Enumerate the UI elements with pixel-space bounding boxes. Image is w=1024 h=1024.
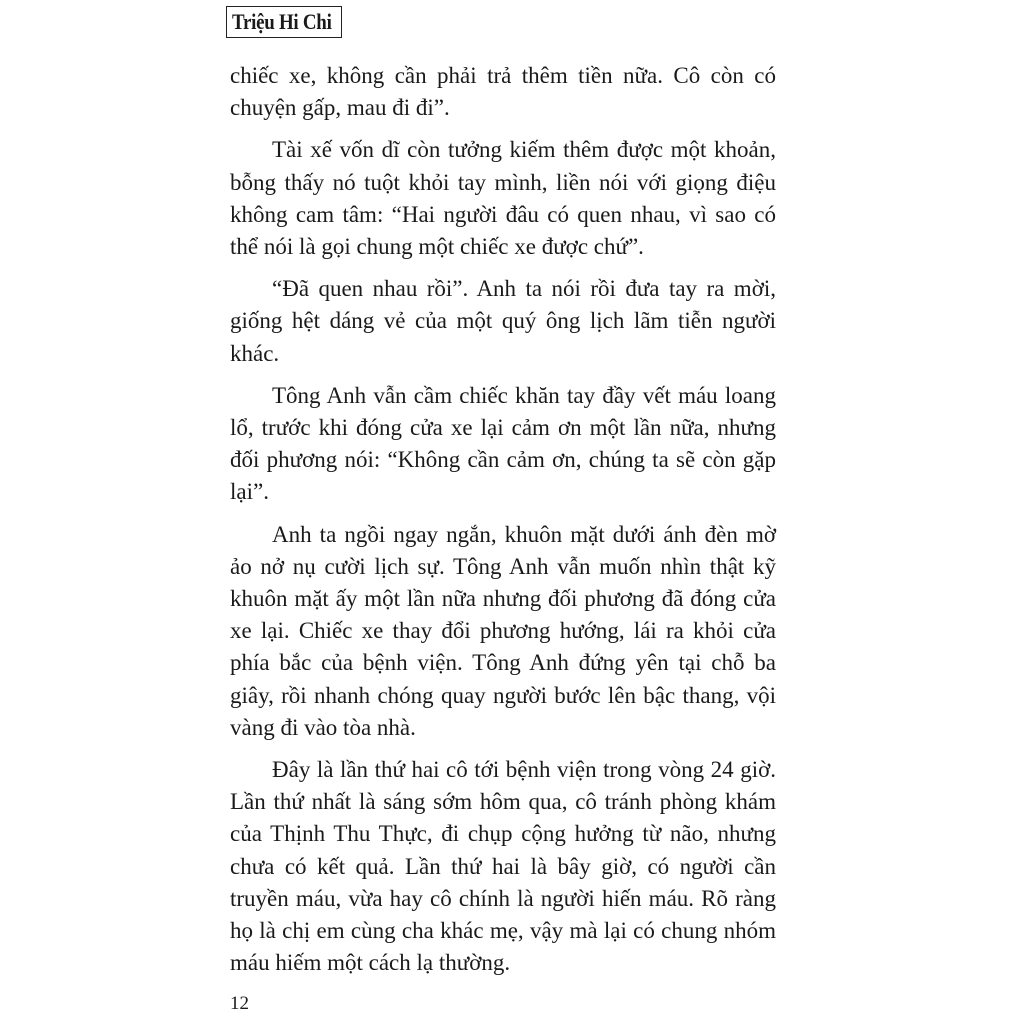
- paragraph: Tông Anh vẫn cầm chiếc khăn tay đầy vết máu loang lổ, trước khi đóng cửa xe lại cảm ơn một lần nữa, nhưng đối phương nói: “Không cần cảm ơn, chúng ta sẽ còn gặp lại”.: [230, 382, 776, 505]
- paragraph: Anh ta ngồi ngay ngắn, khuôn mặt dưới ánh đèn mờ ảo nở nụ cười lịch sự. Tông Anh vẫn muốn nhìn thật kỹ khuôn mặt ấy một lần nữa nhưng đối phương đã đóng cửa xe lại. Chiếc xe thay đổi phương hướng, lái ra khỏi cửa phía bắc của bệnh viện. Tông Anh đứng yên tại chỗ ba giây, rồi nhanh chóng quay người bước lên bậc thang, vội vàng đi vào tòa nhà.: [230, 521, 776, 740]
- paragraph: Đây là lần thứ hai cô tới bệnh viện trong vòng 24 giờ. Lần thứ nhất là sáng sớm hôm qua, cô tránh phòng khám của Thịnh Thu Thực, đi chụp cộng hưởng từ não, nhưng chưa có kết quả. Lần thứ hai là bây giờ, có người cần truyền máu, vừa hay cô chính là người hiến máu. Rõ ràng họ là chị em cùng cha khác mẹ, vậy mà lại có chung nhóm máu hiếm một cách lạ thường.: [230, 757, 776, 976]
- author-name: Triệu Hi Chi: [232, 9, 332, 34]
- page-number: 12: [230, 993, 249, 1014]
- body-text: [230, 60, 776, 989]
- running-header: [226, 6, 342, 38]
- paragraph: chiếc xe, không cần phải trả thêm tiền nữa. Cô còn có chuyện gấp, mau đi đi”.: [230, 63, 776, 121]
- paragraph: “Đã quen nhau rồi”. Anh ta nói rồi đưa tay ra mời, giống hệt dáng vẻ của một quý ông lịch lãm tiễn người khác.: [230, 276, 776, 366]
- paragraph: Tài xế vốn dĩ còn tưởng kiếm thêm được một khoản, bỗng thấy nó tuột khỏi tay mình, liền nói với giọng điệu không cam tâm: “Hai người đâu có quen nhau, vì sao có thể nói là gọi chung một chiếc xe được chứ”.: [230, 137, 776, 260]
